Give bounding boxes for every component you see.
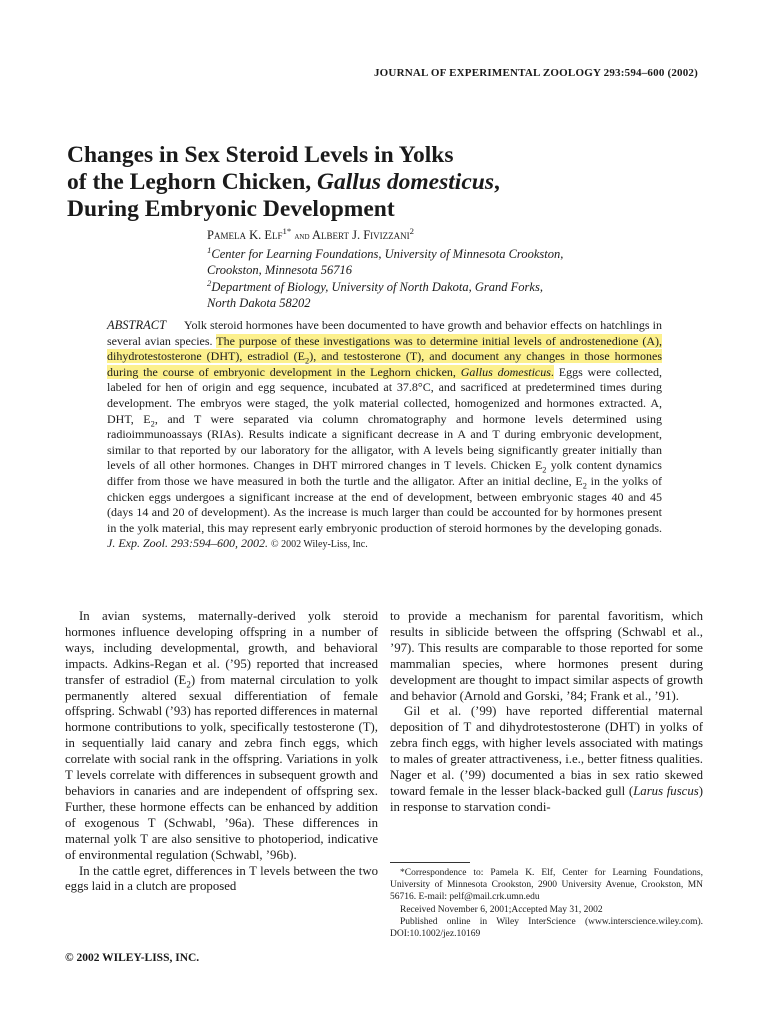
body-column-left <box>65 609 378 895</box>
abstract <box>107 318 662 553</box>
abstract-citation: J. Exp. Zool. 293:594–600, 2002. <box>107 536 268 551</box>
affiliation-2: $^2$Department of Biology, University of North Dakota, Grand Forks, <box>207 277 543 294</box>
title-line-1: Changes in Sex Steroid Levels in Yolks <box>67 142 454 168</box>
affiliation-2-city: North Dakota 58202 <box>207 296 311 310</box>
title-species: Gallus domesticus <box>317 169 494 195</box>
page-copyright: © 2002 WILEY-LISS, INC. <box>65 952 200 964</box>
author-1: Pamela K. Elf <box>207 228 283 242</box>
affiliation-1-city: Crookston, Minnesota 56716 <box>207 263 353 277</box>
author-block <box>207 227 687 312</box>
abstract-highlight: The purpose of these investigations was to determine initial levels of androstenedione (A), dihydrotestosterone (DHT), estradiol $(E_2)$, and testosterone (T), and document any changes in those hormones during the course of embryonic development in the Leghorn chicken, Gallus domesticus. <box>107 333 662 379</box>
body-column-right <box>390 609 703 816</box>
abstract-label: ABSTRACT <box>107 318 167 332</box>
footnote-received: Received November 6, 2001;Accepted May 31, 2002 <box>400 904 603 915</box>
footnote-published: Published online in Wiley InterScience (www.interscience.wiley.com). DOI:10.1002/jez.10169 <box>390 916 703 940</box>
abstract-text: ABSTRACT Yolk steroid hormones have been documented to have growth and behavior effects on hatchlings in several avian species. The purpose of these investigations was to determine initial levels of androstenedione (A), dihydrotestosterone (DHT), estradiol $(E_2)$, and testosterone (T), and document any changes in those hormones during the course of embryonic development in the Leghorn chicken, Gallus domesticus. Eggs were collected, labeled for hen of origin and egg sequence, incubated at 37.8°C, and sacrificed at predetermined times during development. The embryos were staged, the yolk material collected, homogenized and hormones extracted. A, DHT, $E_2$, and T were separated via column chromatography and hormone levels determined using radioimmunoassays (RIAs). Results indicate a significant decrease in A and T during embryonic development, similar to that reported by our laboratory for the alligator, with A levels being significantly greater initially than levels of all other hormones. Changes in DHT mirrored changes in T levels. Chicken $E_2$ yolk content dynamics differ from those we have measured in both the turtle and the alligator. After an initial decline, $E_2$ in the yolks of chicken eggs undergoes a significant increase at the end of development, between embryonic stages 40 and 45 (days 14 and 20 of development). As the increase is much larger than could be accounted for by hormones present in the yolk material, this may represent early embryonic production of steroid hormones by the developing gonads. J. Exp. Zool. 293:594–600, 2002. © 2002 Wiley-Liss, Inc. <box>107 318 663 551</box>
title-line-3: During Embryonic Development <box>67 196 395 222</box>
journal-header: JOURNAL OF EXPERIMENTAL ZOOLOGY 293:594–600 (2002) <box>373 67 698 79</box>
paragraph: to provide a mechanism for parental favoritism, which results in siblicide between the offspring (Schwabl et al., ’97). This results are comparable to those reported for some mammalian species, where hormones present during development are thought to impact similar aspects of growth and behavior (Arnold and Gorski, ’84; Frank et al., ’91). <box>390 609 703 703</box>
paragraph: In avian systems, maternally-derived yolk steroid hormones influence developing offspring in a number of ways, including developmental, growth, and behavioral impacts. Adkins-Regan et al. (’95) reported that increased transfer of estradiol $(E_2)$ from maternal circulation to yolk permanently altered sexual differentiation of female offspring. Schwabl (’93) has reported differences in maternal hormone contributions to yolk, specifically testosterone (T), in sequentially laid canary and zebra finch eggs, which correlate with social rank in the offspring. Variations in yolk T levels correlate with differences in subsequent growth and behaviors in canaries and are independent of offspring sex. Further, these hormone effects can be enhanced by addition of exogenous T (Schwabl, ’96a). These differences in maternal yolk T are also sensitive to photoperiod, indicative of environmental regulation (Schwabl, ’96b). <box>65 609 378 862</box>
footnote-correspondence: *Correspondence to: Pamela K. Elf, Center for Learning Foundations, University of Minnesota Crookston, 2900 University Avenue, Crookston, MN 56716. E-mail: pelf@mail.crk.umn.edu <box>390 868 703 903</box>
paragraph: Gil et al. (’99) have reported differential maternal deposition of T and dihydrotestosterone (DHT) in yolks of zebra finch eggs, with higher levels associated with matings to males of greater attractiveness, i.e., better fitness qualities. Nager et al. (’99) documented a bias in sex ratio skewed toward female in the lesser black-backed gull (Larus fuscus) in response to starvation condi- <box>390 704 703 814</box>
article-title <box>67 142 707 223</box>
author-names: Pamela K. Elf$^{1*}$ and Albert J. Fivizzani$^2$ <box>207 225 415 242</box>
affiliation-1: $^1$Center for Learning Foundations, University of Minnesota Crookston, <box>207 244 564 261</box>
title-line-2: of the Leghorn Chicken, Gallus domesticus, <box>67 169 500 195</box>
author-2: Albert J. Fivizzani <box>311 228 410 242</box>
abstract-copyright: © 2002 Wiley-Liss, Inc. <box>271 539 368 551</box>
footnote <box>390 867 703 940</box>
footnote-divider <box>390 862 470 863</box>
paragraph: In the cattle egret, differences in T levels between the two eggs laid in a clutch are proposed <box>65 863 378 894</box>
